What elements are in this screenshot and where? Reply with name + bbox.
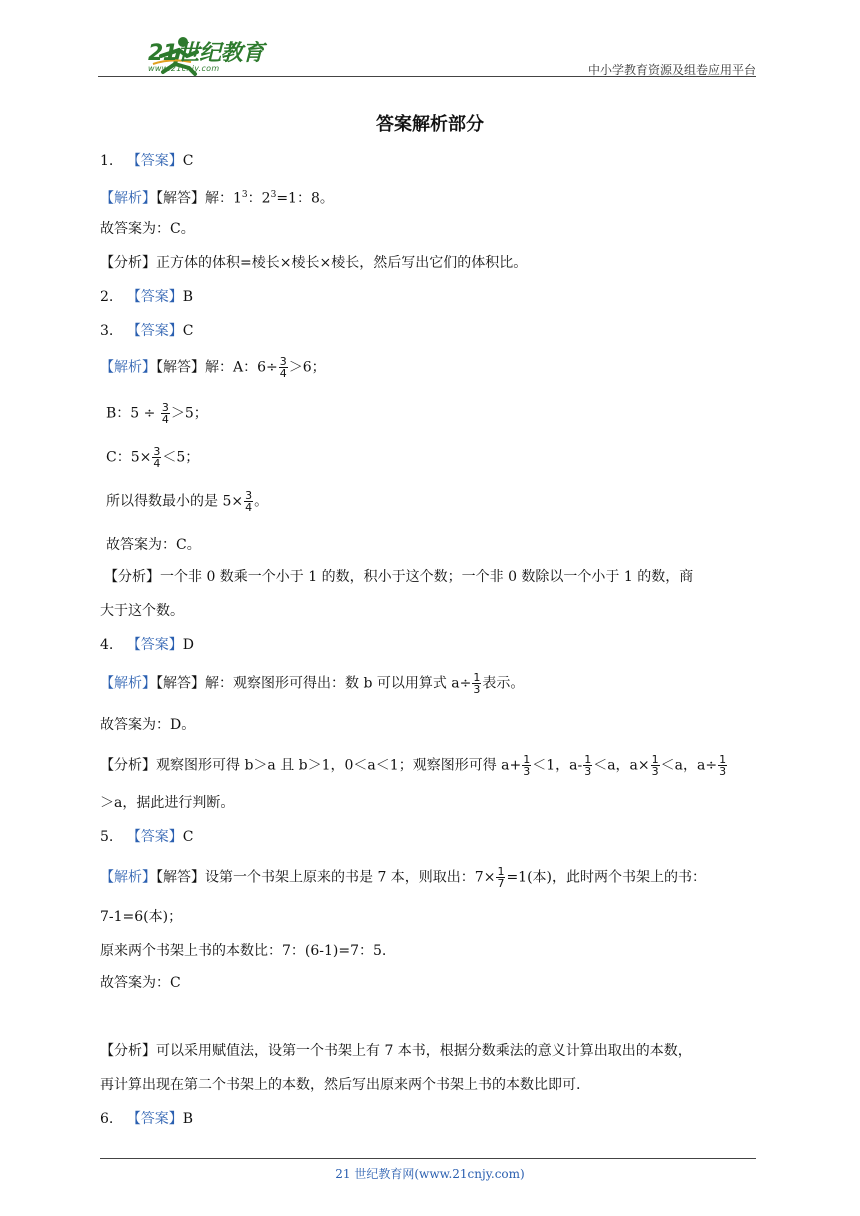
footer-divider xyxy=(100,1158,756,1159)
q4-solution: 【解析】【解答】解：观察图形可得出：数 b 可以用算式 a÷ $\frac{1}{3}$ 表示。 xyxy=(100,671,525,696)
q3-conclusion: 所以得数最小的是 5× $\frac{3}{4}$ 。 xyxy=(106,489,269,514)
fraction: $\frac{1}{3}$ xyxy=(523,753,531,778)
fraction: $\frac{1}{7}$ xyxy=(497,865,505,890)
logo-text: 21世纪教育 xyxy=(148,41,264,66)
header-divider xyxy=(98,76,756,77)
q3-analysis-2: 大于这个数。 xyxy=(100,603,184,619)
q1-analysis: 【分析】正方体的体积=棱长×棱长×棱长，然后写出它们的体积比。 xyxy=(100,255,528,271)
q1-solution-line: 【解析】【解答】解：$1^3$：$2^3=1$：8。 xyxy=(100,190,334,207)
q5-line-2: 7-1=6(本)； xyxy=(100,909,183,925)
platform-name: 中小学教育资源及组卷应用平台 xyxy=(587,63,756,77)
footer-text: 21 世纪教育网(www.21cnjy.com) xyxy=(335,1167,525,1181)
q5-analysis-1: 【分析】可以采用赋值法，设第一个书架上有 7 本书，根据分数乘法的意义计算出取出的本数， xyxy=(100,1043,692,1059)
q1-answer-line: 1. 【答案】C xyxy=(100,153,194,169)
fraction: $\frac{1}{3}$ xyxy=(473,671,481,696)
q5-line-3: 原来两个书架上书的本数比：7：(6-1)=7：5. xyxy=(100,943,387,959)
q3-answer-line: 3. 【答案】C xyxy=(100,323,194,339)
logo-url: www.21cnjy.com xyxy=(148,64,220,73)
q3-final: 故答案为：C。 xyxy=(106,537,201,553)
q5-solution: 【解析】【解答】设第一个书架上原来的书是 7 本，则取出：7× $\frac{1}{7}$ =1(本)，此时两个书架上的书： xyxy=(100,865,707,890)
fraction: $\frac{1}{3}$ xyxy=(651,753,659,778)
q3-analysis-1: 【分析】一个非 0 数乘一个小于 1 的数，积小于这个数；一个非 0 数除以一个小于 1 的数，商 xyxy=(104,569,694,585)
q1-final: 故答案为：C。 xyxy=(100,221,195,237)
q5-final: 故答案为：C xyxy=(100,975,181,991)
fraction: $\frac{3}{4}$ xyxy=(245,489,253,514)
q6-answer-line: 6. 【答案】B xyxy=(100,1111,194,1127)
q2-answer-line: 2. 【答案】B xyxy=(100,289,194,305)
page-title: 答案解析部分 xyxy=(376,114,484,135)
fraction: $\frac{3}{4}$ xyxy=(153,445,161,470)
q3-solution-b: B：5 ÷ $\frac{3}{4}$ ＞5； xyxy=(106,401,208,426)
analysis-tag: 【解析】 xyxy=(100,190,156,207)
q4-final: 故答案为：D。 xyxy=(100,717,196,733)
q4-answer-line: 4. 【答案】D xyxy=(100,637,194,653)
q3-solution-c: C：5× $\frac{3}{4}$ ＜5； xyxy=(106,445,200,470)
fraction: $\frac{1}{3}$ xyxy=(719,753,727,778)
q4-analysis-2: ＞a，据此进行判断。 xyxy=(100,795,235,811)
fraction: $\frac{3}{4}$ xyxy=(279,355,287,380)
answer-tag: 【答案】 xyxy=(126,153,183,169)
fraction: $\frac{1}{3}$ xyxy=(584,753,592,778)
q4-analysis-1: 【分析】观察图形可得 b＞a 且 b＞1，0＜a＜1；观察图形可得 a+ $\frac{1}{3}$ ＜1，a- $\frac{1}{3}$ ＜a，a× $\frac{1}{3}$ ＜a，a÷ $\frac{1}{3}$ xyxy=(100,753,727,778)
q5-answer-line: 5. 【答案】C xyxy=(100,829,194,845)
q3-solution-a: 【解析】【解答】解：A：6÷ $\frac{3}{4}$ ＞6； xyxy=(100,355,326,380)
q5-analysis-2: 再计算出现在第二个书架上的本数，然后写出原来两个书架上书的本数比即可. xyxy=(100,1077,581,1093)
fraction: $\frac{3}{4}$ xyxy=(161,401,169,426)
